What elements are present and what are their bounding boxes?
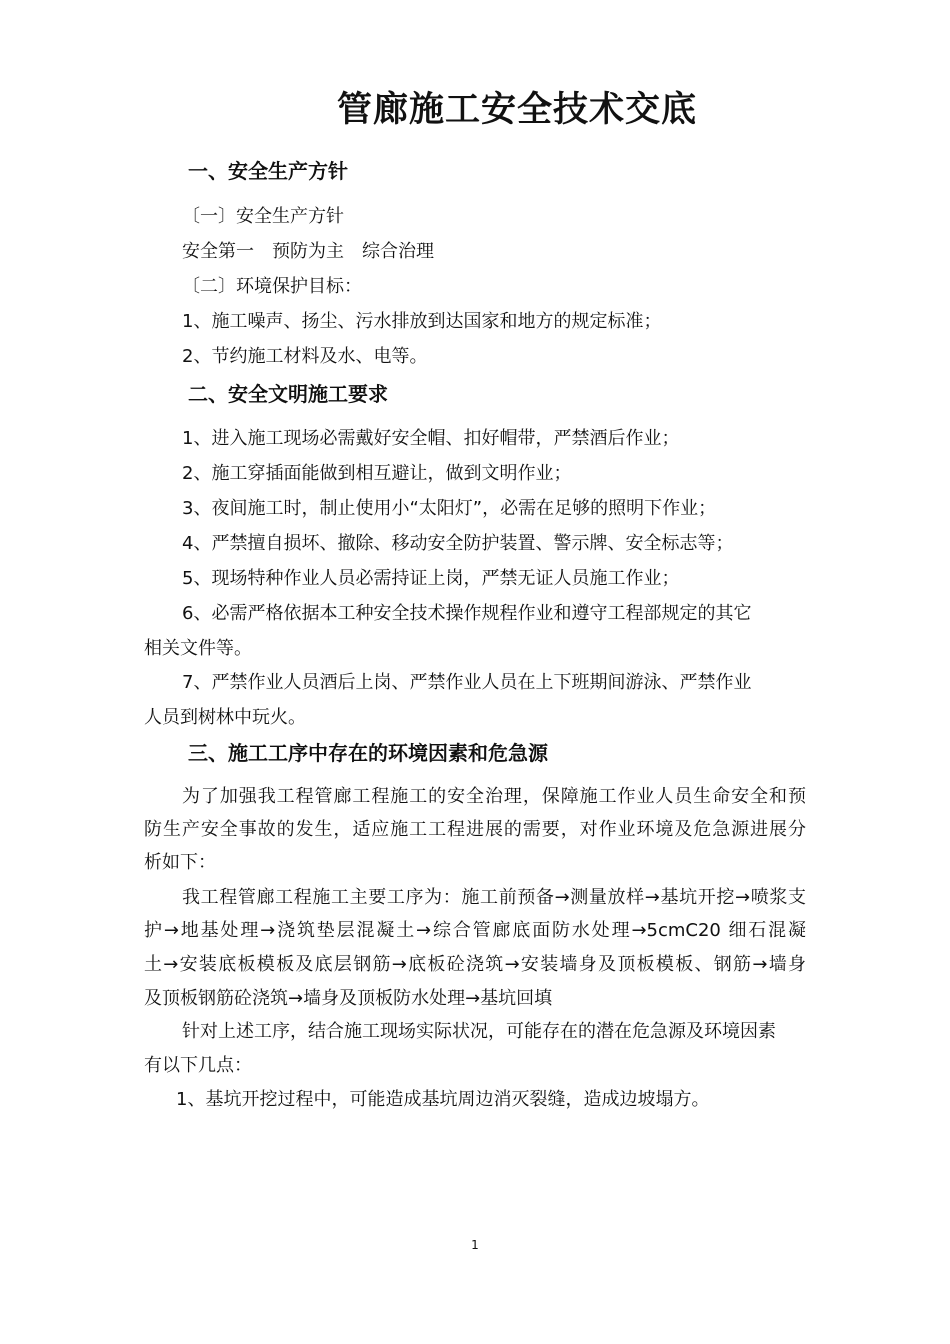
section3-para3-line: 有以下几点： bbox=[144, 1055, 252, 1076]
section3-heading: 三、施工工序中存在的环境因素和危急源 bbox=[188, 741, 548, 765]
section1-sub1: 〔一〕安全生产方针 bbox=[182, 206, 344, 227]
document-title: 管廊施工安全技术交底 bbox=[336, 90, 697, 130]
section2-item: 2、施工穿插面能做到相互避让，做到文明作业； bbox=[182, 463, 572, 484]
section2-item7-line2: 人员到树林中玩火。 bbox=[144, 707, 306, 728]
section1-motto: 安全第一 预防为主 综合治理 bbox=[182, 241, 434, 262]
section2-item: 1、进入施工现场必需戴好安全帽、扣好帽带，严禁酒后作业； bbox=[182, 428, 680, 449]
page-number: 1 bbox=[471, 1238, 479, 1252]
section3-para2-line: 护→地基处理→浇筑垫层混凝土→综合管廊底面防水处理→5cmC20 细石混凝 bbox=[144, 920, 806, 941]
section1-sub2: 〔二〕环境保护目标： bbox=[182, 276, 362, 297]
section2-item: 5、现场特种作业人员必需持证上岗，严禁无证人员施工作业； bbox=[182, 568, 680, 589]
section3-item1: 1、基坑开挖过程中，可能造成基坑周边消灭裂缝，造成边坡塌方。 bbox=[176, 1089, 710, 1110]
section2-item6-line1: 6、必需严格依据本工种安全技术操作规程作业和遵守工程部规定的其它 bbox=[182, 603, 752, 624]
section2-item7-line1: 7、严禁作业人员酒后上岗、严禁作业人员在上下班期间游泳、严禁作业 bbox=[182, 672, 752, 693]
section3-para2-line: 土→安装底板模板及底层钢筋→底板砼浇筑→安装墙身及顶板模板、钢筋→墙身 bbox=[144, 954, 806, 975]
section3-para2-line: 我工程管廊工程施工主要工序为：施工前预备→测量放样→基坑开挖→喷浆支 bbox=[182, 887, 806, 908]
section1-item: 2、节约施工材料及水、电等。 bbox=[182, 346, 428, 367]
section1-item: 1、施工噪声、扬尘、污水排放到达国家和地方的规定标准； bbox=[182, 311, 662, 332]
section3-para1-line: 防生产安全事故的发生，适应施工工程进展的需要，对作业环境及危急源进展分 bbox=[144, 819, 806, 840]
section3-para1-line: 析如下： bbox=[144, 852, 216, 873]
section2-item6-line2: 相关文件等。 bbox=[144, 638, 252, 659]
section2-item: 4、严禁擅自损坏、撤除、移动安全防护装置、警示牌、安全标志等； bbox=[182, 533, 734, 554]
section3-para2-line: 及顶板钢筋砼浇筑→墙身及顶板防水处理→基坑回填 bbox=[144, 988, 553, 1009]
section3-para3-line: 针对上述工序，结合施工现场实际状况，可能存在的潜在危急源及环境因素 bbox=[182, 1021, 776, 1042]
section2-item: 3、夜间施工时，制止使用小“太阳灯”，必需在足够的照明下作业； bbox=[182, 498, 717, 519]
section3-para1-line: 为了加强我工程管廊工程施工的安全治理，保障施工作业人员生命安全和预 bbox=[182, 786, 806, 807]
section2-heading: 二、安全文明施工要求 bbox=[188, 382, 388, 406]
section1-heading: 一、安全生产方针 bbox=[188, 159, 348, 183]
